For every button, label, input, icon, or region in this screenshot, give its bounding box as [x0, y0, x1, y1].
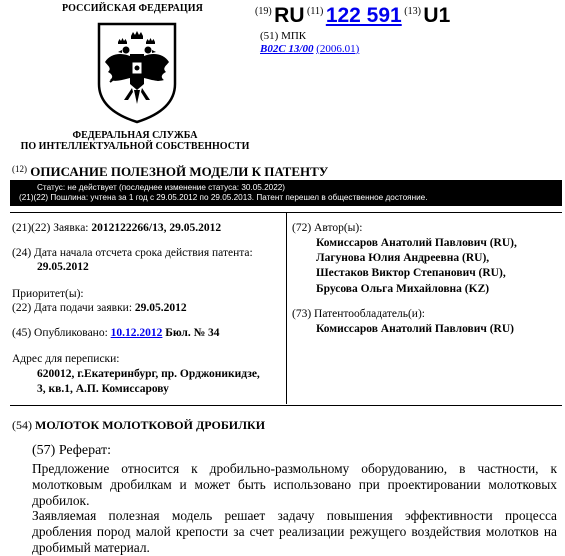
abstract-label: (57) Реферат: — [32, 443, 111, 458]
application-label: (21)(22) Заявка: — [12, 222, 89, 234]
ipc-version-link[interactable]: (2006.01) — [316, 43, 360, 55]
ipc-label: (51) МПК — [260, 30, 307, 42]
authors-label: (72) Автор(ы): — [292, 222, 363, 234]
coat-of-arms-icon — [96, 22, 178, 124]
ipc-row — [260, 43, 359, 55]
address-line-2: 3, кв.1, А.П. Комиссарову — [37, 383, 169, 395]
owner-value: Комиссаров Анатолий Павлович (RU) — [316, 323, 514, 335]
utility-title-text: МОЛОТОК МОЛОТКОВОЙ ДРОБИЛКИ — [35, 418, 266, 432]
author-item: Лагунова Юлия Андреевна (RU), — [316, 252, 490, 264]
agency-name — [0, 130, 270, 152]
kind-code: U1 — [423, 4, 451, 27]
status-bar — [10, 180, 562, 206]
title-text: ОПИСАНИЕ ПОЛЕЗНОЙ МОДЕЛИ К ПАТЕНТУ — [30, 164, 329, 179]
document-title — [12, 164, 328, 180]
fee-line: (21)(22) Пошлина: учтена за 1 год с 29.05.2012 по 29.05.2013. Патент перешел в общественное достояние. — [19, 193, 428, 202]
filing-value: 29.05.2012 — [134, 302, 187, 314]
title-code: (12) — [12, 164, 27, 174]
status-line: Статус: не действует (последнее изменение статуса: 30.05.2022) — [37, 183, 286, 192]
patent-id-block — [255, 4, 450, 28]
code-13: (13) — [404, 6, 421, 17]
application-field — [12, 222, 221, 234]
application-value: 2012122266/13, 29.05.2012 — [91, 222, 222, 234]
publication-field — [12, 327, 220, 339]
patent-number-link[interactable]: 122 591 — [325, 4, 402, 27]
filing-field — [12, 302, 187, 314]
bulletin-number: Бюл. № 34 — [165, 327, 220, 339]
author-item: Комиссаров Анатолий Павлович (RU), — [316, 237, 517, 249]
publication-date-link[interactable]: 10.12.2012 — [110, 327, 163, 339]
address-label: Адрес для переписки: — [12, 353, 120, 365]
utility-model-title — [12, 418, 265, 433]
address-line-1: 620012, г.Екатеринбург, пр. Орджоникидзе, — [37, 368, 260, 380]
priority-label: Приоритет(ы): — [12, 288, 84, 300]
author-item: Шестаков Виктор Степанович (RU), — [316, 267, 506, 279]
ipc-code-link[interactable]: B02C 13/00 — [260, 43, 314, 55]
start-date-label: (24) Дата начала отсчета срока действия патента: — [12, 247, 253, 259]
abstract-paragraph-1: Предложение относится к дробильно-размольному оборудованию, в частности, к молотковым дробилкам и может быть использовано при проектировании молотковых дробилок. — [32, 461, 557, 508]
publication-label: (45) Опубликовано: — [12, 327, 108, 339]
owner-label: (73) Патентообладатель(и): — [292, 308, 425, 320]
agency-line-2: ПО ИНТЕЛЛЕКТУАЛЬНОЙ СОБСТВЕННОСТИ — [20, 141, 250, 152]
author-item: Брусова Ольга Михайловна (KZ) — [316, 283, 490, 295]
column-divider — [286, 212, 287, 404]
agency-line-1: ФЕДЕРАЛЬНАЯ СЛУЖБА — [72, 130, 198, 141]
code-19: (19) — [255, 6, 272, 17]
utility-title-code: (54) — [12, 418, 32, 432]
abstract-paragraph-2: Заявляемая полезная модель решает задачу повышения эффективности процесса дробления пород малой крепости за счет реализации режущего воздействия молотков на дробимый материал. — [32, 508, 557, 555]
code-11: (11) — [307, 6, 324, 17]
country-name: РОССИЙСКАЯ ФЕДЕРАЦИЯ — [62, 3, 204, 14]
start-date-value: 29.05.2012 — [37, 261, 89, 273]
country-code: RU — [274, 4, 305, 27]
filing-label: (22) Дата подачи заявки: — [12, 302, 133, 314]
